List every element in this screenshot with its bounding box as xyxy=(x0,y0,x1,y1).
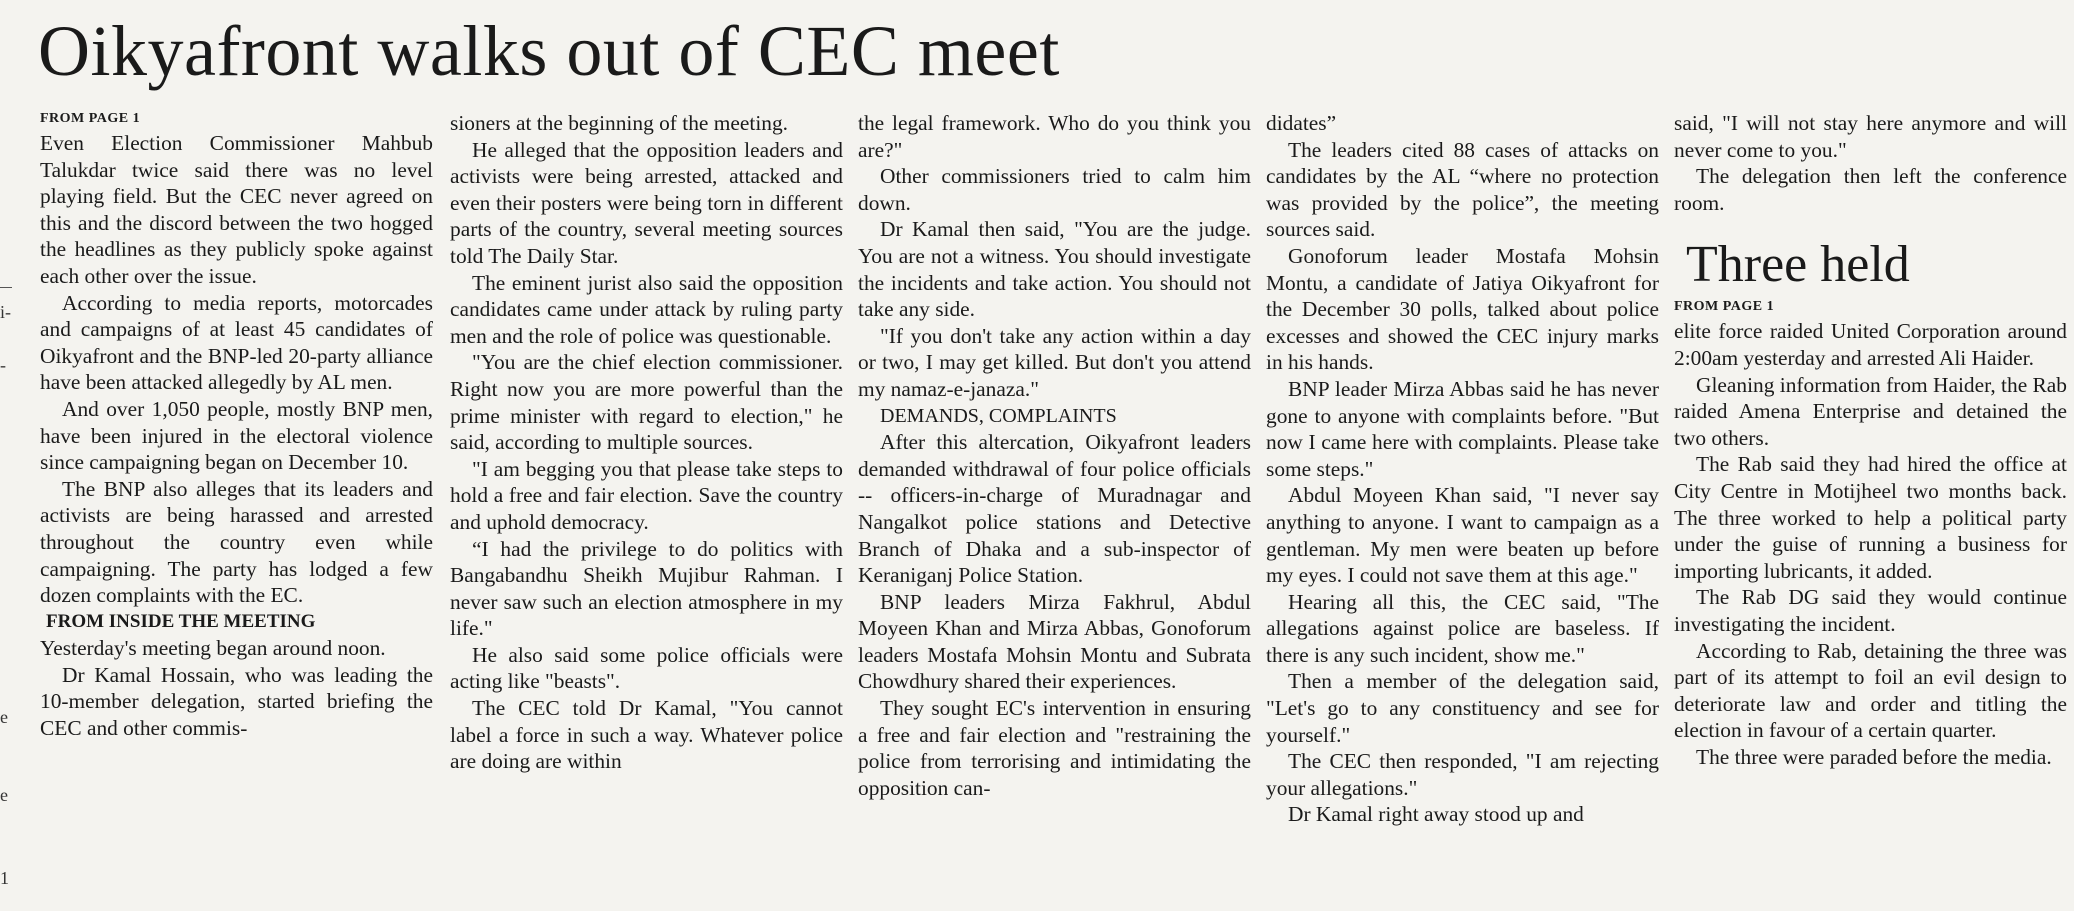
paragraph: Hearing all this, the CEC said, "The allegations against police are baseless. If there is any such incident, show me." xyxy=(1266,589,1659,667)
paragraph: sioners at the beginning of the meeting. xyxy=(450,111,789,135)
subheading: FROM INSIDE THE MEETING xyxy=(46,610,316,632)
paragraph: The BNP also alleges that its leaders and activists are being harassed and arrested throughout the country even while campaigning. The party has lodged a few dozen complaints with the EC. xyxy=(40,476,433,608)
paragraph: said, "I will not stay here anymore and will never come to you." xyxy=(1674,111,2067,162)
jump-label: FROM PAGE 1 xyxy=(40,111,141,126)
paragraph: According to Rab, detaining the three was part of its attempt to foil an evil design to deteriorate law and order and titling the election in favour of a certain quarter. xyxy=(1674,638,2067,743)
paragraph: Then a member of the delegation said, "Let's go to any constituency and see for yourself." xyxy=(1266,669,1659,747)
paragraph: "If you don't take any action within a day or two, I may get killed. But don't you attend my namaz-e-janaza." xyxy=(858,323,1251,401)
paragraph: The leaders cited 88 cases of attacks on candidates by the AL “where no protection was provided by the police”, the meeting sources said. xyxy=(1266,137,1659,242)
headline: Oikyafront walks out of CEC meet xyxy=(38,11,1060,91)
paragraph: Gonoforum leader Mostafa Mohsin Montu, a candidate of Jatiya Oikyafront for the December 30 polls, talked about police excesses and showed the CEC injury marks in his hands. xyxy=(1266,243,1659,375)
paragraph: BNP leader Mirza Abbas said he has never gone to anyone with complaints before. "But now I came here with complaints. Please take some steps." xyxy=(1266,376,1659,481)
margin-fragment: 1 xyxy=(0,868,9,888)
paragraph: “I had the privilege to do politics with Bangabandhu Sheikh Mujibur Rahman. I never saw such an election atmosphere in my life." xyxy=(450,536,843,641)
paragraph: He also said some police officials were acting like "beasts". xyxy=(450,642,843,694)
section-heading: Three held xyxy=(1686,236,1910,294)
paragraph: didates” xyxy=(1266,111,1337,135)
paragraph: After this altercation, Oikyafront leaders demanded withdrawal of four police officials -- officers-in-charge of Muradnagar and Nangalkot police stations and Detective Branch of Dhaka and a sub-inspector of Keraniganj Police Station. xyxy=(858,430,1251,588)
jump-label: FROM PAGE 1 xyxy=(1674,299,1775,315)
paragraph: The delegation then left the conference room. xyxy=(1674,164,2067,215)
paragraph: Even Election Commissioner Mahbub Talukdar twice said there was no level playing field. But the CEC never agreed on this and the discord between the two hogged the headlines as they publicly spoke against each other over the issue. xyxy=(40,131,433,288)
column-4 xyxy=(1266,110,1659,828)
paragraph: The Rab said they had hired the office at City Centre in Motijheel two months back. The three worked to help a political party under the guise of running a business for importing lubricants, it added. xyxy=(1674,452,2067,583)
margin-fragment: e xyxy=(0,785,8,805)
paragraph: Other commissioners tried to calm him down. xyxy=(858,164,1251,215)
paragraph: The three were paraded before the media. xyxy=(1696,744,2052,769)
paragraph: Dr Kamal right away stood up and xyxy=(1288,802,1584,827)
paragraph: Dr Kamal then said, "You are the judge. You are not a witness. You should investigate the incidents and take action. You should not take any side. xyxy=(858,217,1251,322)
paragraph: And over 1,050 people, mostly BNP men, have been injured in the electoral violence since campaigning began on December 10. xyxy=(40,396,433,475)
margin-fragment: - xyxy=(0,355,6,375)
paragraph: BNP leaders Mirza Fakhrul, Abdul Moyeen Khan and Mirza Abbas, Gonoforum leaders Mostafa Mohsin Montu and Subrata Chowdhury shared their experiences. xyxy=(858,589,1251,694)
paragraph: "I am begging you that please take steps to hold a free and fair election. Save the country and uphold democracy. xyxy=(450,456,843,534)
paragraph: According to media reports, motorcades and campaigns of at least 45 candidates of Oikyafront and the BNP-led 20-party alliance have been attacked allegedly by AL men. xyxy=(40,290,433,395)
paragraph: "You are the chief election commissioner. Right now you are more powerful than the prime minister with regard to election," he said, according to multiple sources. xyxy=(450,350,843,455)
paragraph: The eminent jurist also said the opposition candidates came under attack by ruling party men and the role of police was questionable. xyxy=(450,270,843,348)
paragraph: The CEC told Dr Kamal, "You cannot label a force in such a way. Whatever police are doing are within xyxy=(450,696,843,774)
paragraph: The Rab DG said they would continue investigating the incident. xyxy=(1674,585,2067,636)
margin-fragment: i- xyxy=(0,302,11,322)
column-2 xyxy=(450,110,843,775)
paragraph: He alleged that the opposition leaders and activists were being arrested, attacked and even their posters were being torn in different parts of the country, several meeting sources told The Daily Star. xyxy=(450,137,843,268)
paragraph: They sought EC's intervention in ensuring a free and fair election and "restraining the police from terrorising and intimidating the opposition can- xyxy=(858,696,1251,800)
subheading: DEMANDS, COMPLAINTS xyxy=(880,404,1117,427)
paragraph: Gleaning information from Haider, the Rab raided Amena Enterprise and detained the two others. xyxy=(1674,372,2067,450)
column-5 xyxy=(1674,110,2067,770)
margin-tick xyxy=(0,287,12,288)
paragraph: Yesterday's meeting began around noon. xyxy=(40,636,386,661)
paragraph: Abdul Moyeen Khan said, "I never say anything to anyone. I want to campaign as a gentleman. My men were beaten up before my eyes. I could not save them at this age." xyxy=(1266,483,1659,588)
paragraph: elite force raided United Corporation around 2:00am yesterday and arrested Ali Haider. xyxy=(1674,319,2067,370)
margin-fragment: e xyxy=(0,707,8,727)
column-3 xyxy=(858,110,1251,801)
paragraph: the legal framework. Who do you think you are?" xyxy=(858,111,1251,162)
paragraph: The CEC then responded, "I am rejecting your allegations." xyxy=(1266,749,1659,800)
column-1 xyxy=(40,110,433,742)
paragraph: Dr Kamal Hossain, who was leading the 10-member delegation, started briefing the CEC and other commis- xyxy=(40,662,433,741)
